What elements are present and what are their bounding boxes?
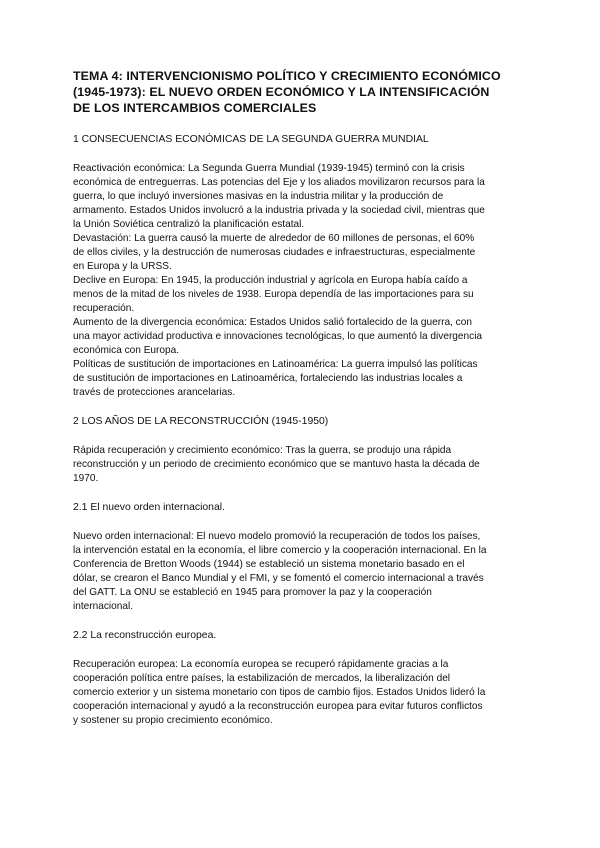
text-line: Conferencia de Bretton Woods (1944) se estableció un sistema monetario basado en el	[73, 559, 465, 570]
text-line: internacional.	[73, 601, 134, 612]
text-line: Nuevo orden internacional: El nuevo modelo promovió la recuperación de todos los países,	[73, 531, 481, 542]
document-content	[73, 68, 533, 728]
text-line: y sostener su propio crecimiento económico.	[73, 715, 273, 726]
text-line: cooperación internacional y ayudó a la reconstrucción europea para evitar futuros conflictos	[73, 701, 483, 712]
text-line: comercio exterior y un sistema monetario con tipos de cambio fijos. Estados Unidos lideró la	[73, 687, 486, 698]
section-2-1-heading: 2.1 El nuevo orden internacional.	[73, 502, 225, 513]
section-2-heading: 2 LOS AÑOS DE LA RECONSTRUCCIÓN (1945-1950)	[73, 416, 329, 427]
text-line: del GATT. La ONU se estableció en 1945 para promover la paz y la cooperación	[73, 587, 432, 598]
text-line: la Unión Soviética centralizó la planificación estatal.	[73, 219, 305, 230]
text-line: de sustitución de importaciones en Latinoamérica, fortaleciendo las industrias locales a	[73, 373, 463, 384]
document-title	[73, 68, 533, 116]
text-line: recuperación.	[73, 303, 135, 314]
text-line: través de protecciones arancelarias.	[73, 387, 236, 398]
title-line: (1945-1973): EL NUEVO ORDEN ECONÓMICO Y LA INTENSIFICACIÓN	[73, 85, 490, 99]
text-line: una mayor actividad productiva e innovaciones tecnológicas, lo que aumentó la divergencia	[73, 331, 483, 342]
text-line: 1970.	[73, 473, 99, 484]
text-line: armamento. Estados Unidos involucró a la industria privada y la sociedad civil, mientras que	[73, 205, 485, 216]
text-line: menos de la mitad de los niveles de 1938. Europa dependía de las importaciones para su	[73, 289, 474, 300]
text-line: Políticas de sustitución de importaciones en Latinoamérica: La guerra impulsó las políticas	[73, 359, 478, 370]
text-line: reconstrucción y un periodo de crecimiento económico que se mantuvo hasta la década de	[73, 459, 480, 470]
section-2-2-heading: 2.2 La reconstrucción europea.	[73, 630, 217, 641]
text-line: Declive en Europa: En 1945, la producción industrial y agrícola en Europa había caído a	[73, 275, 468, 286]
section-1-heading: 1 CONSECUENCIAS ECONÓMICAS DE LA SEGUNDA GUERRA MUNDIAL	[73, 134, 429, 145]
text-line: económica de entreguerras. Las potencias del Eje y los aliados movilizaron recursos para la	[73, 177, 485, 188]
section-2-body	[73, 444, 533, 486]
text-line: dólar, se crearon el Banco Mundial y el FMI, y se fomentó el comercio internacional a través	[73, 573, 484, 584]
text-line: económica con Europa.	[73, 345, 180, 356]
section-1-body	[73, 162, 533, 400]
text-line: la intervención estatal en la economía, el libre comercio y la cooperación internacional. En la	[73, 545, 487, 556]
text-line: Reactivación económica: La Segunda Guerra Mundial (1939-1945) terminó con la crisis	[73, 163, 465, 174]
text-line: de ellos civiles, y la destrucción de numerosas ciudades e infraestructuras, especialmente	[73, 247, 476, 258]
section-2-2-body	[73, 658, 533, 728]
title-line: TEMA 4: INTERVENCIONISMO POLÍTICO Y CRECIMIENTO ECONÓMICO	[73, 69, 501, 83]
text-line: cooperación política entre países, la estabilización de mercados, la liberalización del	[73, 673, 451, 684]
title-line: DE LOS INTERCAMBIOS COMERCIALES	[73, 101, 317, 115]
text-line: Devastación: La guerra causó la muerte de alrededor de 60 millones de personas, el 60%	[73, 233, 475, 244]
section-2-1-body	[73, 530, 533, 614]
text-line: en Europa y la URSS.	[73, 261, 172, 272]
text-line: Aumento de la divergencia económica: Estados Unidos salió fortalecido de la guerra, con	[73, 317, 472, 328]
text-line: Recuperación europea: La economía europea se recuperó rápidamente gracias a la	[73, 659, 449, 670]
text-line: Rápida recuperación y crecimiento económico: Tras la guerra, se produjo una rápida	[73, 445, 452, 456]
text-line: guerra, lo que incluyó inversiones masivas en la industria militar y la producción de	[73, 191, 444, 202]
